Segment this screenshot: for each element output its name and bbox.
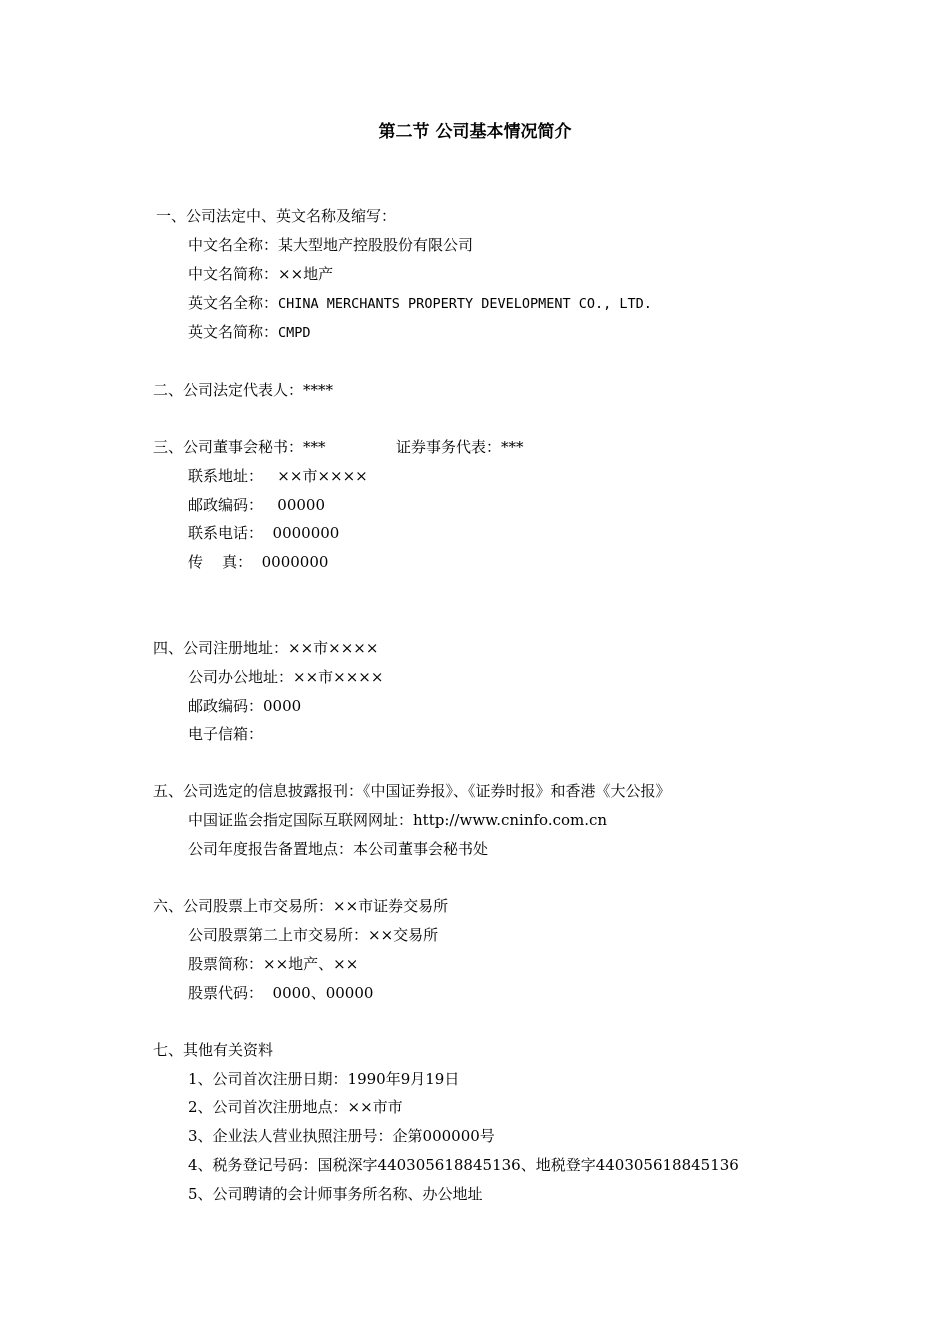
email: 电子信箱：	[188, 725, 264, 743]
cn-full-value: 某大型地产控股股份有限公司	[278, 236, 474, 254]
stock-code: 股票代码： 0000、00000	[188, 984, 374, 1002]
en-short-value: CMPD	[278, 325, 311, 341]
cn-short-label: 中文名简称：	[188, 265, 279, 283]
contact-phone: 联系电话： 0000000	[188, 524, 340, 542]
list-item: 1、公司首次注册日期：1990年9月19日	[188, 1070, 460, 1088]
en-full-label: 英文名全称：	[188, 294, 279, 312]
section-4-heading: 四、公司注册地址：××市××××	[153, 639, 379, 657]
contact-address: 联系地址： ××市××××	[188, 467, 368, 485]
list-item: 2、公司首次注册地点：××市市	[188, 1098, 403, 1116]
section-3-heading: 三、公司董事会秘书：***	[153, 438, 326, 456]
office-postcode: 邮政编码：0000	[188, 697, 302, 715]
contact-fax: 传 真： 0000000	[188, 553, 329, 571]
section-1-heading: 一、公司法定中、英文名称及缩写：	[156, 207, 397, 225]
en-short-name	[188, 322, 311, 343]
en-short-label: 英文名简称：	[188, 323, 279, 341]
contact-postcode: 邮政编码： 00000	[188, 496, 326, 514]
cn-full-label: 中文名全称：	[188, 236, 279, 254]
section-7-heading: 七、其他有关资料	[153, 1041, 274, 1059]
second-exchange: 公司股票第二上市交易所：××交易所	[188, 926, 439, 944]
section-5-heading: 五、公司选定的信息披露报刊：《中国证券报》、《证券时报》和香港《大公报》	[153, 782, 671, 800]
cn-short-name	[188, 264, 333, 284]
list-item: 5、公司聘请的会计师事务所名称、办公地址	[188, 1185, 483, 1203]
cn-short-value: ××地产	[278, 265, 334, 283]
en-full-name	[188, 293, 652, 314]
report-archive-location: 公司年度报告备置地点：本公司董事会秘书处	[188, 840, 489, 858]
office-address: 公司办公地址：××市××××	[188, 668, 384, 686]
list-item: 4、税务登记号码：国税深字440305618845136、地税登字440305618845136	[188, 1156, 739, 1174]
section-2-heading: 二、公司法定代表人：****	[153, 381, 334, 399]
cn-full-name	[188, 235, 473, 255]
csrc-website: 中国证监会指定国际互联网网址：http://www.cninfo.com.cn	[188, 811, 608, 829]
en-full-value: CHINA MERCHANTS PROPERTY DEVELOPMENT CO., LTD.	[278, 296, 652, 312]
stock-short-name: 股票简称：××地产、××	[188, 955, 359, 973]
securities-representative: 证券事务代表：***	[396, 438, 524, 456]
section-6-heading: 六、公司股票上市交易所：××市证券交易所	[153, 897, 449, 915]
page-title: 第二节 公司基本情况简介	[378, 122, 572, 142]
list-item: 3、企业法人营业执照注册号：企第000000号	[188, 1127, 495, 1145]
